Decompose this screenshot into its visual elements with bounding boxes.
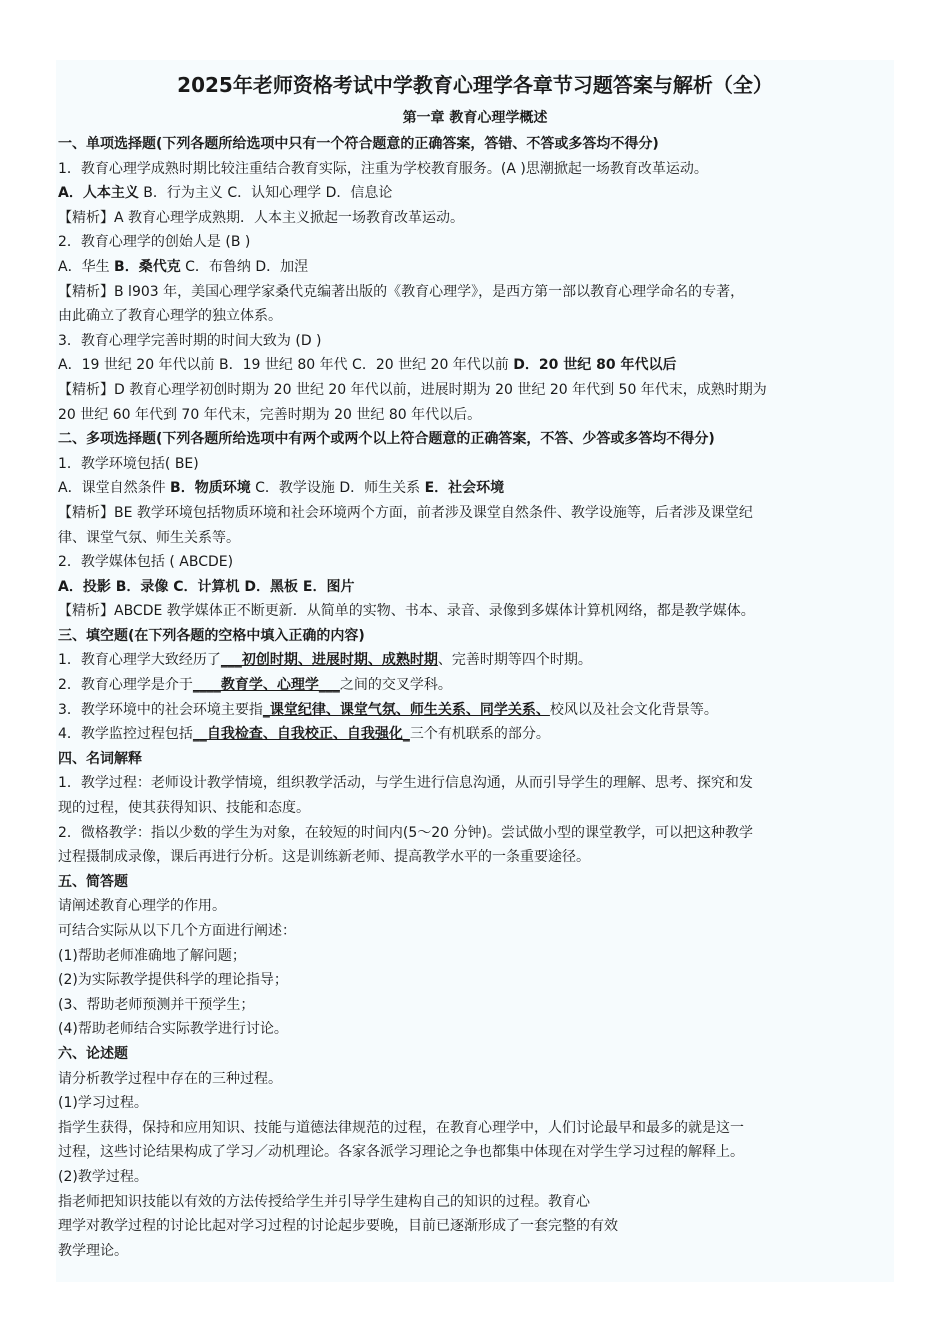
blank-answer: ___初创时期、进展时期、成熟时期 [220,652,438,669]
option-text: B．行为主义 C．认知心理学 D．信息论 [138,185,393,202]
answer-line: 请阐述教育心理学的作用。 [58,898,226,915]
option-text: A．课堂自然条件 [58,480,171,497]
section-heading-single-choice: 一、单项选择题(下列各题所给选项中只有一个符合题意的正确答案，答错、不答或多答均不得分) [58,136,659,152]
correct-option: A．人本主义 [58,185,139,202]
analysis-text: 【精析】A 教育心理学成熟期．人本主义掀起一场教育改革运动。 [58,209,465,226]
essay-line: (2)教学过程。 [58,1168,148,1185]
analysis-text: 【精析】D 教育心理学初创时期为 20 世纪 20 年代以前，进展时期为 20 世纪 20 年代到 50 年代末，成熟时期为 [58,381,767,398]
section-heading-short-answer: 五、简答题 [58,873,128,890]
chapter-heading: 第一章 教育心理学概述 [402,110,548,126]
question-options [58,255,892,280]
option-text: C．布鲁纳 D．加涅 [180,258,309,275]
definition-text: 2．微格教学：指以少数的学生为对象，在较短的时间内(5～20 分钟)。尝试做小型的课堂教学，可以把这种教学 [58,824,754,841]
option-text: A．华生 [58,258,115,275]
essay-line: 过程，这些讨论结果构成了学习／动机理论。各家各派学习理论之争也都集中体现在对学生学习过程的解释上。 [58,1144,744,1161]
correct-option: D．20 世纪 80 年代以后 [513,357,677,374]
option-text: C．教学设施 D．师生关系 [250,480,425,497]
section-heading-essay: 六、论述题 [58,1045,128,1062]
blank-suffix: 、完善时期等四个时期。 [437,652,592,669]
blank-prefix: 3．教学环境中的社会环境主要指 [58,701,263,718]
analysis-text: 律、课堂气氛、师生关系等。 [58,529,240,546]
essay-line: 请分析教学过程中存在的三种过程。 [58,1070,282,1087]
question-options [58,181,892,206]
essay-line: 理学对教学过程的讨论比起对学习过程的讨论起步要晚，目前已逐渐形成了一套完整的有效 [58,1218,618,1235]
question-options [58,476,892,501]
essay-line: 教学理论。 [58,1242,128,1259]
analysis-text: 由此确立了教育心理学的独立体系。 [58,308,282,325]
answer-line: (2)为实际教学提供科学的理论指导； [58,972,288,989]
blank-answer: ____教育学、心理学___ [192,677,340,694]
blank-prefix: 1．教育心理学大致经历了 [58,652,221,669]
answer-line: (3、帮助老师预测并干预学生； [58,996,255,1013]
analysis-text: 【精析】B l903 年，美国心理学家桑代克编著出版的《教育心理学》，是西方第一部以教育心理学命名的专著， [58,283,745,300]
section-heading-multiple-choice: 二、多项选择题(下列各题所给选项中有两个或两个以上符合题意的正确答案，不答、少答或多答均不得分) [58,431,715,448]
definition-text: 现的过程，使其获得知识、技能和态度。 [58,800,310,817]
question-stem: 2．教育心理学的创始人是 (B ) [58,234,251,251]
definition-text: 1．教学过程：老师设计教学情境，组织教学活动，与学生进行信息沟通，从而引导学生的理解、思考、探究和发 [58,775,753,792]
blank-answer: __自我检查、自我校正、自我强化_ [192,726,410,743]
fill-blank-item [58,722,892,747]
definition-text: 过程摄制成录像，课后再进行分析。这是训练新老师、提高教学水平的一条重要途径。 [58,849,590,866]
fill-blank-item [58,698,892,723]
analysis-text: 【精析】ABCDE 教学媒体正不断更新．从简单的实物、书本、录音、录像到多媒体计算机网络，都是教学媒体。 [58,603,755,620]
correct-option: B．物质环境 [170,480,251,497]
correct-option: B．桑代克 [114,258,181,275]
question-stem: 2．教学媒体包括 ( ABCDE) [58,554,234,571]
question-stem: 1．教学环境包括( BE) [58,455,199,472]
question-stem: 3．教育心理学完善时期的时间大致为 (D ) [58,332,322,349]
document-body [58,70,892,1263]
blank-prefix: 2．教育心理学是介于 [58,677,193,694]
answer-line: (4)帮助老师结合实际教学进行讨论。 [58,1021,288,1038]
section-heading-term-definition: 四、名词解释 [58,750,142,767]
document-title: 2025年老师资格考试中学教育心理学各章节习题答案与解析（全） [177,73,773,97]
answer-line: (1)帮助老师准确地了解问题； [58,947,246,964]
correct-options: A．投影 B．录像 C．计算机 D．黑板 E．图片 [58,578,355,595]
blank-answer: _课堂纪律、课堂气氛、师生关系、同学关系、 [262,701,550,718]
answer-line: 可结合实际从以下几个方面进行阐述： [58,923,296,939]
question-stem: 1．教育心理学成熟时期比较注重结合教育实际，注重为学校教育服务。(A )思潮掀起一场教育改革运动。 [58,160,708,177]
option-text: A．19 世纪 20 年代以前 B．19 世纪 80 年代 C．20 世纪 20 年代以前 [58,357,514,374]
blank-suffix: 校风以及社会文化背景等。 [549,701,718,718]
blank-suffix: 三个有机联系的部分。 [409,726,550,743]
blank-prefix: 4．教学监控过程包括 [58,726,193,743]
fill-blank-item [58,673,892,698]
essay-line: 指学生获得，保持和应用知识、技能与道德法律规范的过程，在教育心理学中，人们讨论最早和最多的就是这一 [58,1119,744,1136]
correct-option: E．社会环境 [424,480,505,497]
analysis-text: 20 世纪 60 年代到 70 年代末，完善时期为 20 世纪 80 年代以后。 [58,406,482,423]
question-options [58,353,892,378]
section-heading-fill-blank: 三、填空题(在下列各题的空格中填入正确的内容) [58,627,365,644]
essay-line: 指老师把知识技能以有效的方法传授给学生并引导学生建构自己的知识的过程。教育心 [58,1193,590,1210]
analysis-text: 【精析】BE 教学环境包括物质环境和社会环境两个方面，前者涉及课堂自然条件、教学设施等，后者涉及课堂纪 [58,504,753,521]
essay-line: (1)学习过程。 [58,1095,148,1112]
fill-blank-item [58,648,892,673]
blank-suffix: 之间的交叉学科。 [339,677,452,694]
